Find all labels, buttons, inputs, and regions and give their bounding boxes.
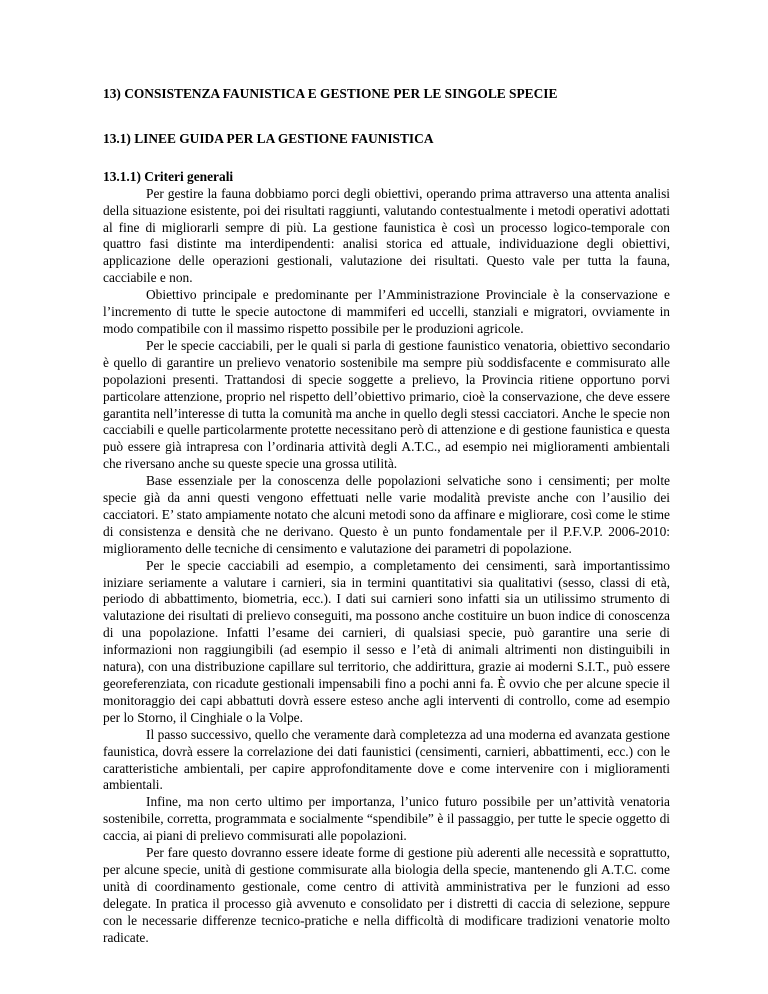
- chapter-heading: 13) CONSISTENZA FAUNISTICA E GESTIONE PER LE SINGOLE SPECIE: [103, 86, 558, 101]
- document-page: [103, 86, 670, 947]
- section-heading: 13.1) LINEE GUIDA PER LA GESTIONE FAUNISTICA: [103, 130, 434, 146]
- paragraph-4: Base essenziale per la conoscenza delle popolazioni selvatiche sono i censimenti; per molte specie già da anni questi vengono effettuati nelle varie modalità previste anche con l’ausilio dei cacciatori. E’ stato ampiamente notato che alcuni metodi sono da affinare e migliorare, così come le stime di consistenza e densità che ne derivano. Questo è un punto fondamentale per il P.F.V.P. 2006-2010: miglioramento delle tecniche di censimento e valutazione dei parametri di popolazione.: [103, 473, 670, 556]
- paragraph-2: Obiettivo principale e predominante per l’Amministrazione Provinciale è la conservazione e l’incremento di tutte le specie autoctone di mammiferi ed uccelli, stanziali e migratori, ovviamente in modo compatibile con il massimo rispetto possibile per le produzioni agricole.: [103, 287, 670, 336]
- paragraph-8: Per fare questo dovranno essere ideate forme di gestione più aderenti alle necessità e soprattutto, per alcune specie, unità di gestione commisurate alla biologia della specie, mantenendo gli A.T.C. come unità di coordinamento gestionale, come centro di attività amministrativa per le funzioni ad esso delegate. In pratica il processo già avvenuto e consolidato per i distretti di caccia di selezione, seppure con le necessarie differenze tecnico-pratiche e nella difficoltà di modificare tradizioni venatorie molto radicate.: [103, 845, 670, 945]
- subsection-heading: 13.1.1) Criteri generali: [103, 168, 234, 184]
- paragraph-1: Per gestire la fauna dobbiamo porci degli obiettivi, operando prima attraverso una attenta analisi della situazione esistente, poi dei risultati raggiunti, valutando contestualmente i metodi operativi adottati al fine di migliorarli sempre di più. La gestione faunistica è così un processo logico-temporale con quattro fasi distinte ma interdipendenti: analisi storica ed attuale, individuazione degli obiettivi, applicazione delle operazioni gestionali, valutazione dei risultati. Questo vale per tutta la fauna, cacciabile e non.: [103, 185, 670, 286]
- paragraph-6: Il passo successivo, quello che veramente darà completezza ad una moderna ed avanzata gestione faunistica, dovrà essere la correlazione dei dati faunistici (censimenti, carnieri, abbattimenti, ecc.) con le caratteristiche ambientali, per capire approfonditamente dove e come intervenire con i miglioramenti ambientali.: [103, 726, 670, 793]
- paragraph-5: Per le specie cacciabili ad esempio, a completamento dei censimenti, sarà importantissimo iniziare seriamente a valutare i carnieri, sia in termini quantitativi sia qualitativi (sesso, classi di età, periodo di abbattimento, biometria, ecc.). I dati sui carnieri sono infatti sia un utilissimo strumento di valutazione dei risultati di prelievo conseguiti, ma possono anche costituire un buon indice di conoscenza di una popolazione. Infatti l’esame dei carnieri, di qualsiasi specie, può garantire una serie di informazioni non raggiungibili (ad esempio il sesso e l’età di animali altrimenti non distinguibili in natura), con una distribuzione capillare sul territorio, che addirittura, grazie ai moderni S.I.T., può essere georeferenziata, con ricadute gestionali impensabili fino a pochi anni fa. È ovvio che per alcune specie il monitoraggio dei capi abbattuti dovrà essere esteso anche agli interventi di controllo, come ad esempio per lo Storno, il Cinghiale o la Volpe.: [103, 557, 670, 725]
- paragraph-3: Per le specie cacciabili, per le quali si parla di gestione faunistico venatoria, obiettivo secondario è quello di garantire un prelievo venatorio sostenibile ma sempre più soddisfacente e commisurato alle popolazioni presenti. Trattandosi di specie soggette a prelievo, la Provincia ritiene opportuno porvi particolare attenzione, proprio nel rispetto dell’obiettivo primario, cioè la conservazione, che deve essere garantita nell’interesse di tutta la comunità ma anche in quello degli stessi cacciatori. Anche le specie non cacciabili e quelle particolarmente protette necessitano però di attenzione e di gestione faunistica e questa può essere già intrapresa con l’ordinaria attività degli A.T.C., ad esempio nei miglioramenti ambientali che riversano anche su queste specie una grossa utilità.: [103, 337, 670, 472]
- paragraph-7: Infine, ma non certo ultimo per importanza, l’unico futuro possibile per un’attività venatoria sostenibile, corretta, programmata e socialmente “spendibile” è il passaggio, per tutte le specie oggetto di caccia, ai piani di prelievo commisurati alle popolazioni.: [103, 794, 670, 844]
